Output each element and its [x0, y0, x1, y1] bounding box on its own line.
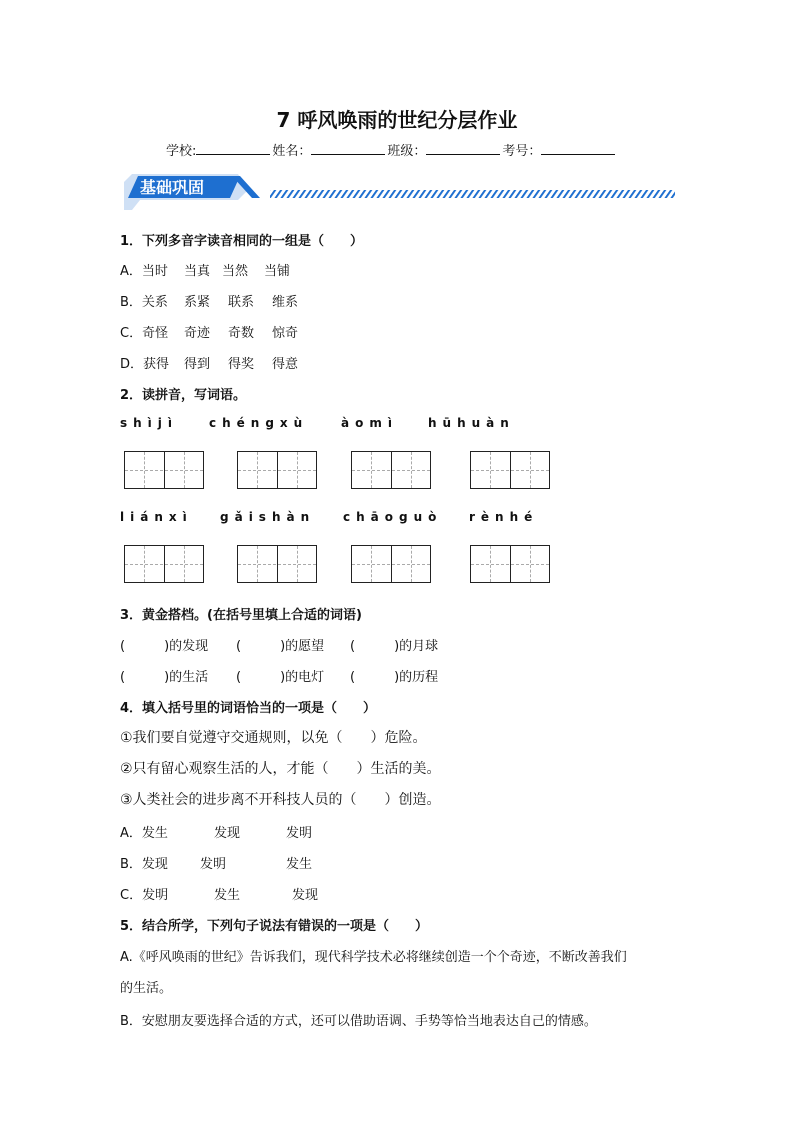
- writing-box[interactable]: [124, 545, 204, 583]
- school-blank[interactable]: [196, 142, 270, 155]
- q5-option-a-cont: 的生活。: [120, 981, 173, 996]
- name-blank[interactable]: [311, 142, 385, 155]
- q5-stem: 5．结合所学，下列句子说法有错误的一项是（ ）: [120, 919, 429, 934]
- q1-option-a[interactable]: A．当时 当真 当然 当铺: [120, 264, 291, 279]
- pinyin-5: liánxì: [120, 510, 193, 524]
- q4-option-b[interactable]: B．发现 发明 发生: [120, 857, 313, 872]
- q1-option-c[interactable]: C．奇怪 奇迹 奇数 惊奇: [120, 326, 299, 341]
- q3-item[interactable]: ( )的生活: [120, 670, 209, 685]
- writing-box[interactable]: [470, 545, 550, 583]
- q1-option-d[interactable]: D．获得 得到 得奖 得意: [120, 357, 299, 372]
- q2-stem: 2．读拼音，写词语。: [120, 388, 247, 403]
- pinyin-4: hūhuàn: [428, 416, 515, 430]
- q3-stem: 3．黄金搭档。(在括号里填上合适的词语): [120, 608, 362, 623]
- pinyin-3: àomì: [341, 416, 398, 430]
- q3-item[interactable]: ( )的愿望: [236, 639, 325, 654]
- q4-option-a[interactable]: A．发生 发现 发明: [120, 826, 313, 841]
- q3-item[interactable]: ( )的月球: [350, 639, 439, 654]
- q4-sentence-1: ①我们要自觉遵守交通规则，以免（ ）危险。: [120, 730, 427, 746]
- writing-box[interactable]: [351, 451, 431, 489]
- writing-box[interactable]: [237, 451, 317, 489]
- pinyin-2: chéngxù: [209, 416, 309, 430]
- exam-no-label: 考号：: [502, 144, 542, 159]
- writing-box[interactable]: [237, 545, 317, 583]
- q1-option-b[interactable]: B．关系 系紧 联系 维系: [120, 295, 299, 310]
- pinyin-7: chāoguò: [343, 510, 443, 524]
- q4-option-c[interactable]: C．发明 发生 发现: [120, 888, 319, 903]
- writing-box[interactable]: [470, 451, 550, 489]
- pinyin-6: gǎishàn: [220, 510, 316, 524]
- school-label: 学校:: [166, 144, 197, 159]
- q4-stem: 4．填入括号里的词语恰当的一项是（ ）: [120, 701, 377, 716]
- q3-item[interactable]: ( )的电灯: [236, 670, 325, 685]
- q4-sentence-3: ③人类社会的进步离不开科技人员的（ ）创造。: [120, 792, 441, 808]
- student-info-line: [166, 140, 617, 159]
- class-blank[interactable]: [426, 142, 500, 155]
- q1-stem: 1．下列多音字读音相同的一组是（ ）: [120, 234, 364, 249]
- pinyin-1: shìjì: [120, 416, 179, 430]
- page-title: 7 呼风唤雨的世纪分层作业: [276, 108, 518, 132]
- writing-box[interactable]: [351, 545, 431, 583]
- writing-box[interactable]: [124, 451, 204, 489]
- q4-sentence-2: ②只有留心观察生活的人，才能（ ）生活的美。: [120, 761, 441, 777]
- class-label: 班级：: [387, 144, 427, 159]
- pinyin-8: rènhé: [469, 510, 539, 524]
- q5-option-a[interactable]: A.《呼风唤雨的世纪》告诉我们，现代科学技术必将继续创造一个个奇迹，不断改善我们: [120, 950, 627, 965]
- section-banner-graphic: [120, 170, 680, 210]
- q5-option-b[interactable]: B．安慰朋友要选择合适的方式，还可以借助语调、手势等恰当地表达自己的情感。: [120, 1014, 597, 1029]
- q3-item[interactable]: ( )的历程: [350, 670, 439, 685]
- name-label: 姓名：: [272, 144, 312, 159]
- section-label: 基础巩固: [140, 178, 205, 197]
- q3-item[interactable]: ( )的发现: [120, 639, 209, 654]
- exam-no-blank[interactable]: [541, 142, 615, 155]
- section-banner: [120, 170, 680, 210]
